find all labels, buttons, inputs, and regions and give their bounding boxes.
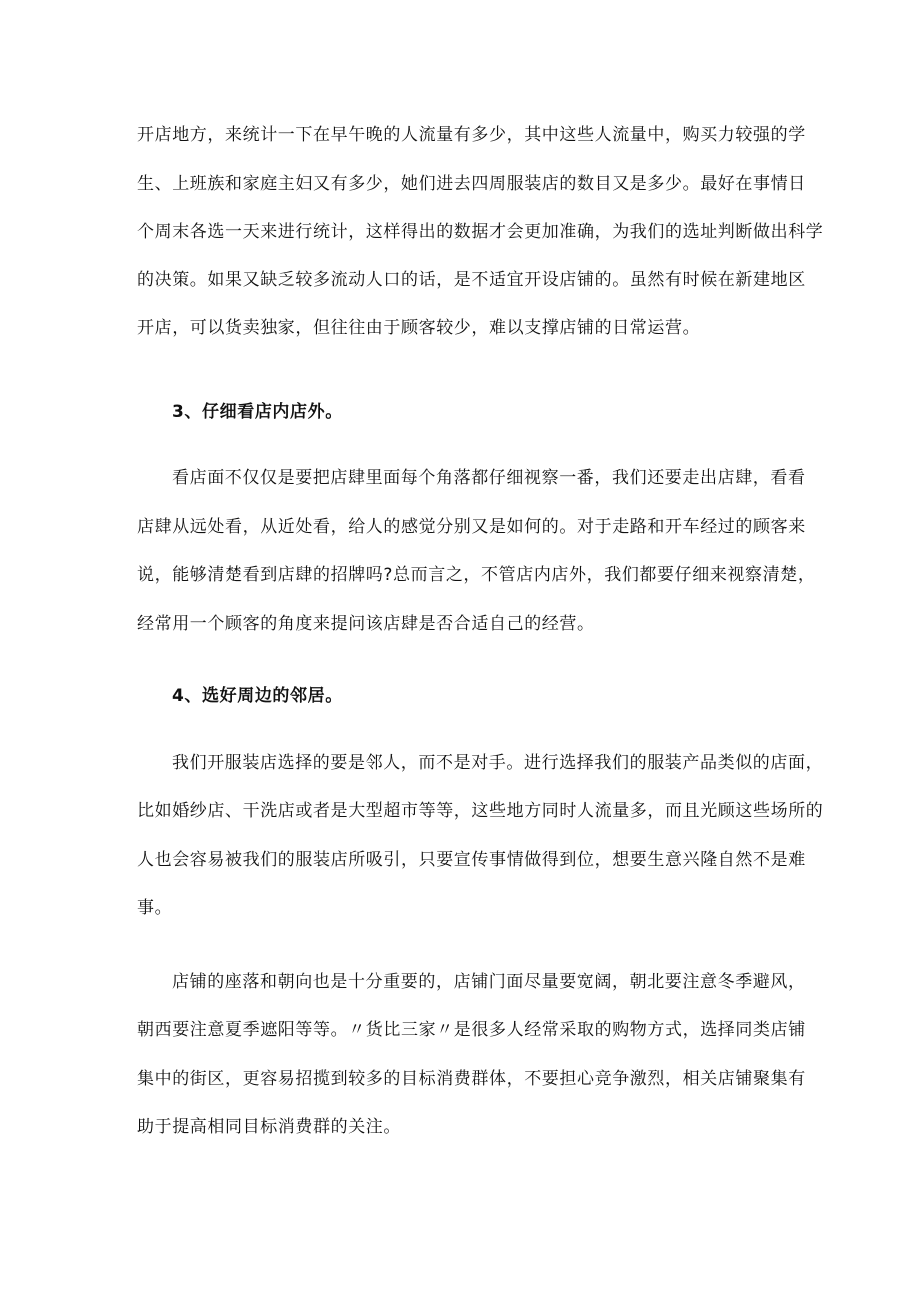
section-heading-3: 3、仔细看店内店外。 xyxy=(172,402,343,422)
paragraph-line: 开店，可以货卖独家，但往往由于顾客较少，难以支撑店铺的日常运营。 xyxy=(137,318,701,338)
paragraph-line: 经常用一个顾客的角度来提问该店肆是否合适自己的经营。 xyxy=(137,614,595,634)
paragraph-line: 助于提高相同目标消费群的关注。 xyxy=(137,1117,401,1137)
paragraph-line: 开店地方，来统计一下在早午晚的人流量有多少，其中这些人流量中，购买力较强的学 xyxy=(137,125,806,145)
paragraph-line: 说，能够清楚看到店肆的招牌吗?总而言之，不管店内店外，我们都要仔细来视察清楚， xyxy=(137,565,816,585)
paragraph-line: 我们开服装店选择的要是邻人，而不是对手。进行选择我们的服装产品类似的店面， xyxy=(172,753,824,773)
paragraph-line: 店肆从远处看，从近处看，给人的感觉分别又是如何的。对于走路和开车经过的顾客来 xyxy=(137,517,806,537)
paragraph-line: 集中的街区，更容易招揽到较多的目标消费群体，不要担心竞争激烈，相关店铺聚集有 xyxy=(137,1069,806,1089)
paragraph-line: 朝西要注意夏季遮阳等等。〃货比三家〃是很多人经常采取的购物方式，选择同类店铺 xyxy=(137,1020,806,1040)
paragraph-line: 看店面不仅仅是要把店肆里面每个角落都仔细视察一番，我们还要走出店肆，看看 xyxy=(172,468,806,488)
paragraph-line: 生、上班族和家庭主妇又有多少，她们进去四周服装店的数目又是多少。最好在事情日 xyxy=(137,174,806,194)
paragraph-line: 店铺的座落和朝向也是十分重要的，店铺门面尽量要宽阔，朝北要注意冬季避风， xyxy=(172,972,806,992)
paragraph-line: 人也会容易被我们的服装店所吸引，只要宣传事情做得到位，想要生意兴隆自然不是难 xyxy=(137,850,806,870)
paragraph-line: 的决策。如果又缺乏较多流动人口的话，是不适宜开设店铺的。虽然有时候在新建地区 xyxy=(137,270,806,290)
paragraph-line: 个周末各选一天来进行统计，这样得出的数据才会更加准确，为我们的选址判断做出科学 xyxy=(137,222,824,242)
section-heading-4: 4、选好周边的邻居。 xyxy=(172,686,343,706)
paragraph-line: 比如婚纱店、干洗店或者是大型超市等等，这些地方同时人流量多，而且光顾这些场所的 xyxy=(137,801,824,821)
paragraph-line: 事。 xyxy=(137,898,173,918)
